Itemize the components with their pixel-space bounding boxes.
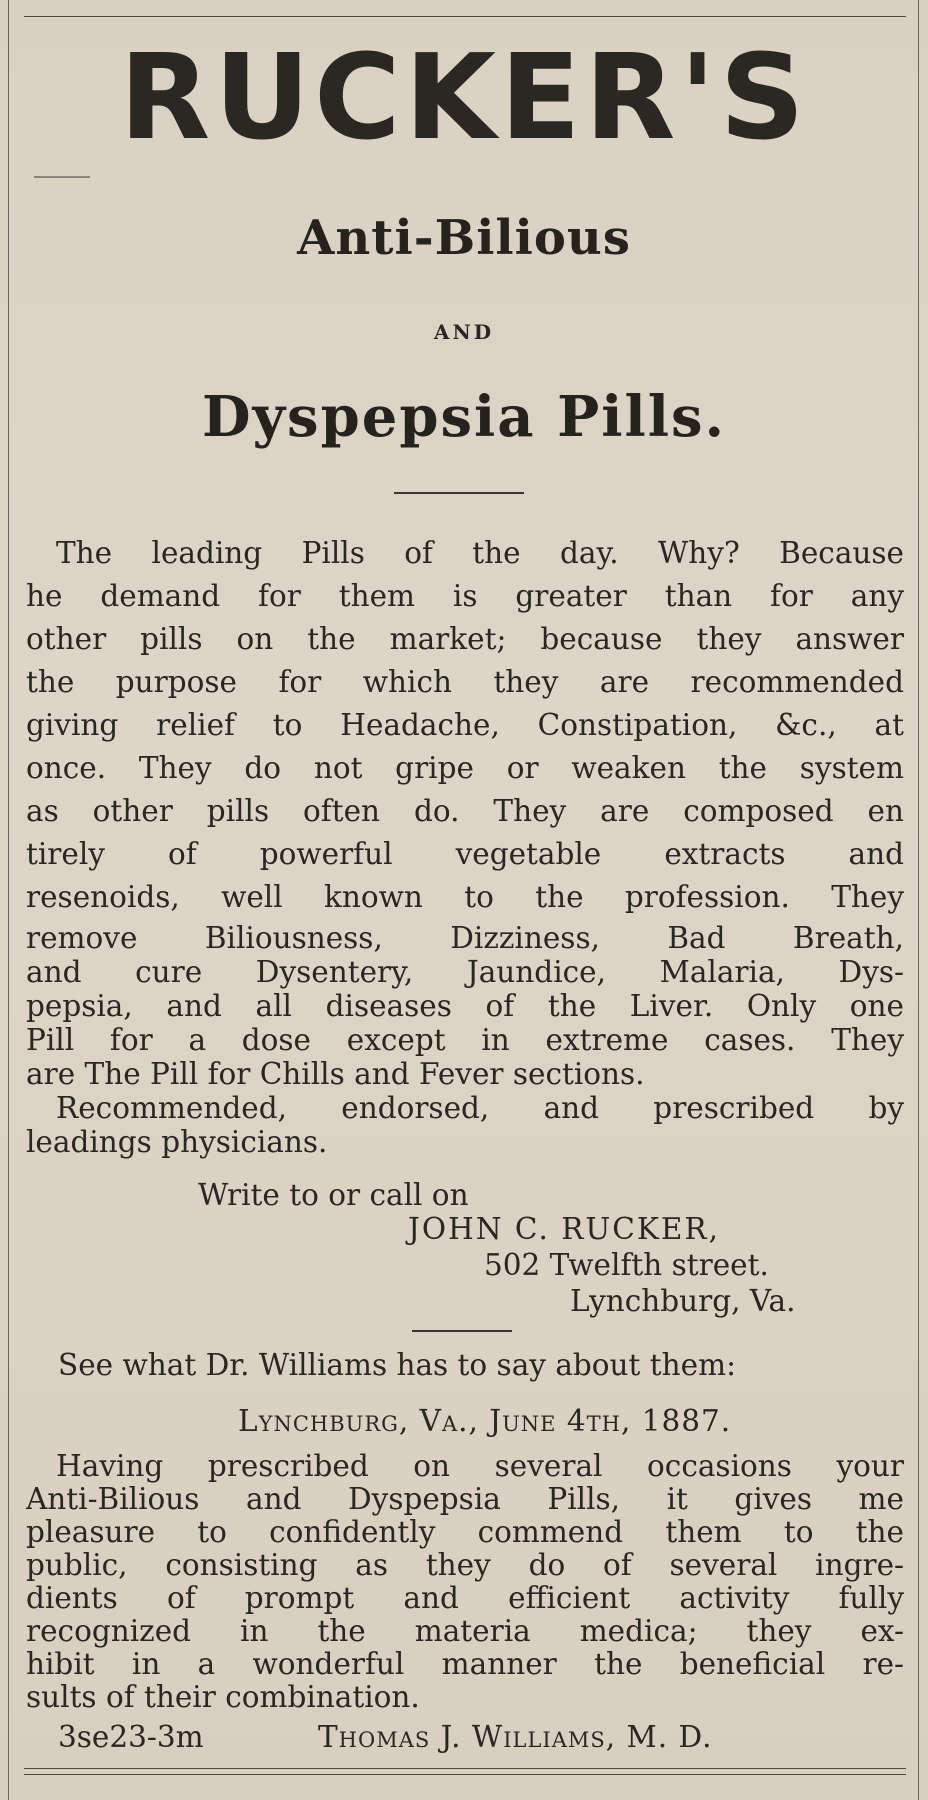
right-column-rule [918,0,919,1800]
ad-subhead-anti-bilious: Anti-Bilious [297,210,631,266]
body-line: Pill for a dose except in extreme cases. They [26,1023,904,1057]
ad-body [26,532,904,1159]
body-line: as other pills often do. They are composed en [26,794,904,828]
body-line: remove Biliousness, Dizziness, Bad Breath, [26,921,904,955]
letter-line: public, consisting as they do of several ingre- [26,1548,904,1582]
body-line: other pills on the market; because they answer [26,622,904,656]
dateline: Lynchburg, Va., June 4th, 1887. [238,1404,732,1438]
left-column-rule [8,0,9,1800]
letter-line: recognized in the materia medica; they ex- [26,1614,904,1648]
testimonial-intro: See what Dr. Williams has to say about them: [58,1348,737,1382]
body-line: the purpose for which they are recommended [26,665,904,699]
ad-headline: RUCKER'S [119,28,809,166]
letter-line: Anti-Bilious and Dyspepsia Pills, it gives me [26,1482,904,1516]
write-line: Write to or call on [198,1178,469,1212]
section-divider [394,492,524,494]
ad-subhead-dyspepsia: Dyspepsia Pills. [201,384,727,450]
recommend-line: leadings physicians. [26,1125,328,1159]
body-line: are The Pill for Chills and Fever sections. [26,1057,645,1091]
letter-line: pleasure to confidently commend them to the [26,1515,904,1549]
letter-line: dients of prompt and efficient activity fully [26,1581,904,1615]
insertion-code: 3se23-3m [58,1720,204,1754]
body-line: The leading Pills of the day. Why? Because [56,536,904,570]
body-line: giving relief to Headache, Constipation, &c., at [26,708,904,742]
doctor-signature: Thomas J. Williams, M. D. [318,1720,713,1754]
body-line: resenoids, well known to the profession. They [26,880,904,914]
testimonial-letter [26,1450,904,1714]
body-line: and cure Dysentery, Jaundice, Malaria, Dys- [26,955,904,989]
top-rule [24,16,906,17]
contact-name: JOHN C. RUCKER, [408,1212,721,1246]
bottom-rule-double [24,1774,906,1775]
ad-connector: AND [433,320,495,344]
contact-street: 502 Twelfth street. [484,1248,769,1282]
body-line: once. They do not gripe or weaken the system [26,751,904,785]
body-tight-block [26,921,904,1159]
letter-line: Having prescribed on several occasions your [56,1449,904,1483]
recommend-line: Recommended, endorsed, and prescribed by [56,1091,904,1125]
contact-city: Lynchburg, Va. [570,1284,796,1318]
bottom-rule [24,1768,906,1769]
print-mark [34,176,90,178]
body-line: pepsia, and all diseases of the Liver. Only one [26,989,904,1023]
letter-line: hibit in a wonderful manner the beneficial re- [26,1647,904,1681]
body-line: tirely of powerful vegetable extracts and [26,837,904,871]
section-divider-2 [412,1330,512,1332]
letter-line: sults of their combination. [26,1680,420,1714]
body-line: he demand for them is greater than for any [26,579,904,613]
